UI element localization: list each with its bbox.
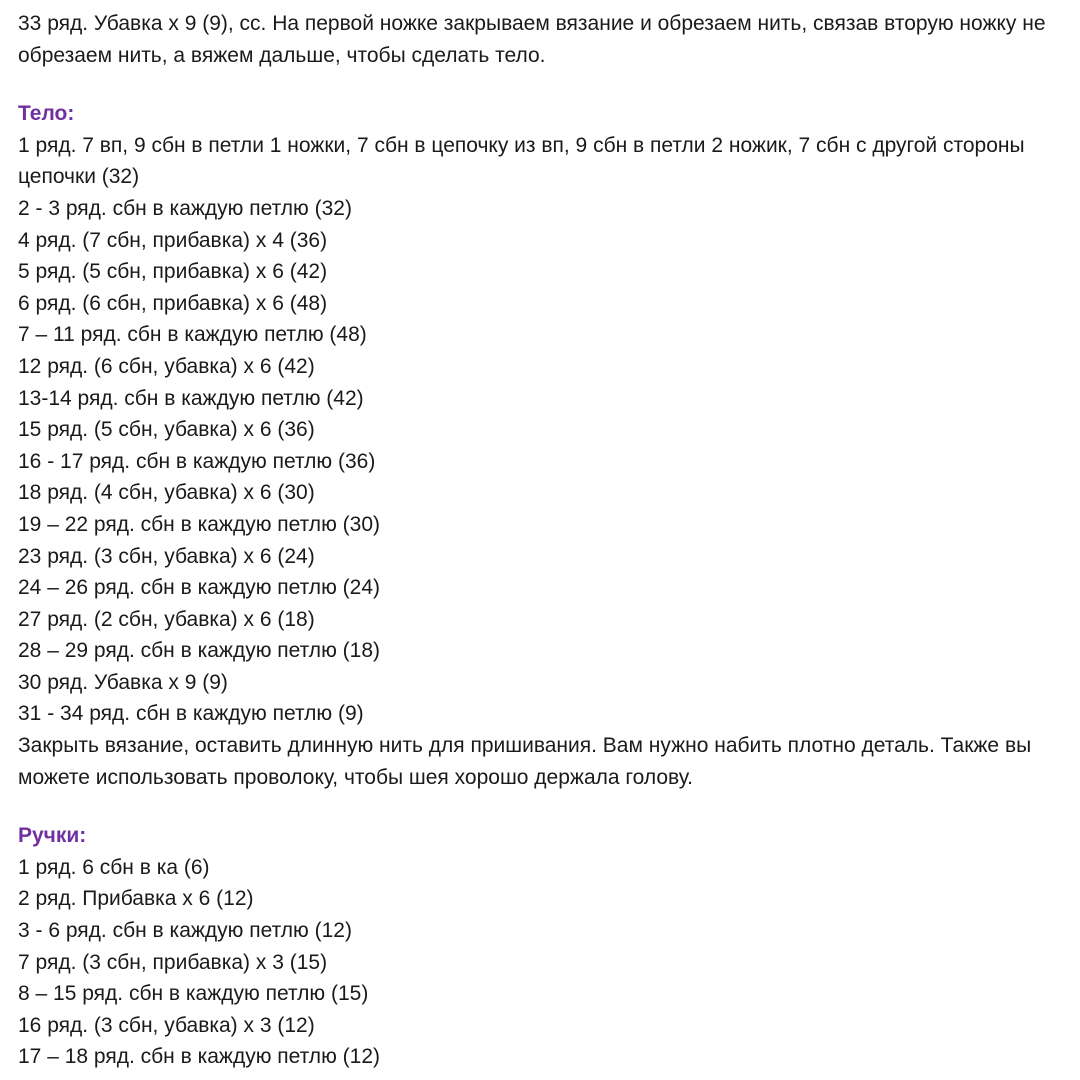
body-note: Закрыть вязание, оставить длинную нить для пришивания. Вам нужно набить плотно деталь. Также вы можете использовать проволоку, чтобы шея хорошо держала голову. — [18, 734, 1032, 789]
intro-paragraph: 33 ряд. Убавка х 9 (9), сс. На первой ножке закрываем вязание и обрезаем нить, связав вторую ножку не обрезаем нить, а вяжем дальше, чтобы сделать тело. — [18, 12, 1046, 67]
pattern-document — [18, 8, 1068, 1073]
arms-row: 17 – 18 ряд. сбн в каждую петлю (12) — [18, 1045, 380, 1069]
arms-row: 16 ряд. (3 сбн, убавка) х 3 (12) — [18, 1013, 315, 1037]
body-section-title: Тело: — [18, 102, 75, 126]
body-row: 2 - 3 ряд. сбн в каждую петлю (32) — [18, 196, 352, 220]
body-row: 24 – 26 ряд. сбн в каждую петлю (24) — [18, 576, 380, 600]
arms-row: 8 – 15 ряд. сбн в каждую петлю (15) — [18, 982, 369, 1006]
body-row: 7 – 11 ряд. сбн в каждую петлю (48) — [18, 323, 367, 347]
body-row: 1 ряд. 7 вп, 9 сбн в петли 1 ножки, 7 сбн в цепочку из вп, 9 сбн в петли 2 ножик, 7 сбн с другой стороны цепочки (32) — [18, 133, 1025, 189]
body-row: 18 ряд. (4 сбн, убавка) х 6 (30) — [18, 481, 315, 505]
body-row: 12 ряд. (6 сбн, убавка) х 6 (42) — [18, 354, 315, 378]
body-row: 23 ряд. (3 сбн, убавка) х 6 (24) — [18, 544, 315, 568]
body-row: 28 – 29 ряд. сбн в каждую петлю (18) — [18, 639, 380, 663]
body-row: 6 ряд. (6 сбн, прибавка) х 6 (48) — [18, 291, 328, 315]
body-row: 27 ряд. (2 сбн, убавка) х 6 (18) — [18, 607, 315, 631]
arms-section-title: Ручки: — [18, 824, 87, 848]
body-row: 31 - 34 ряд. сбн в каждую петлю (9) — [18, 702, 364, 726]
body-row: 15 ряд. (5 сбн, убавка) х 6 (36) — [18, 418, 315, 442]
body-row: 16 - 17 ряд. сбн в каждую петлю (36) — [18, 449, 376, 473]
arms-row: 7 ряд. (3 сбн, прибавка) х 3 (15) — [18, 950, 328, 974]
arms-row: 2 ряд. Прибавка х 6 (12) — [18, 887, 254, 911]
body-row: 19 – 22 ряд. сбн в каждую петлю (30) — [18, 512, 380, 536]
body-row: 30 ряд. Убавка х 9 (9) — [18, 670, 228, 694]
body-row: 5 ряд. (5 сбн, прибавка) х 6 (42) — [18, 260, 328, 284]
body-row: 13-14 ряд. сбн в каждую петлю (42) — [18, 386, 364, 410]
arms-row: 1 ряд. 6 сбн в ка (6) — [18, 855, 210, 879]
arms-row: 3 - 6 ряд. сбн в каждую петлю (12) — [18, 919, 352, 943]
body-row: 4 ряд. (7 сбн, прибавка) х 4 (36) — [18, 228, 328, 252]
